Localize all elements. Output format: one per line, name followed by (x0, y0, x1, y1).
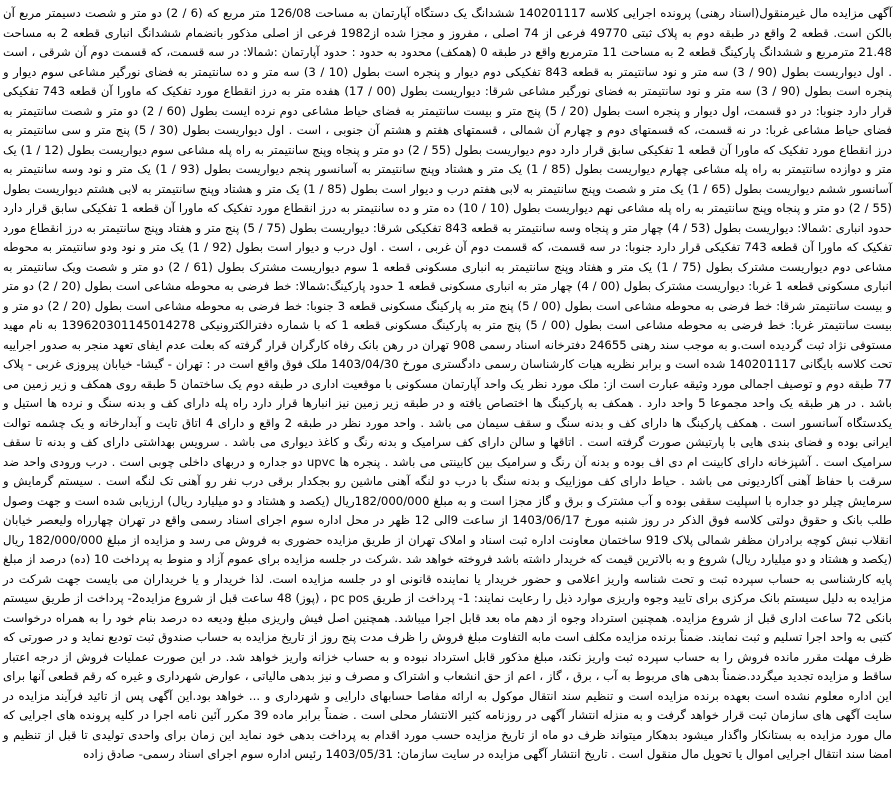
notice-body-text: آگهی مزایده مال غیرمنقول(اسناد رهنی) پرونده اجرایی کلاسه 140201117 ششدانگ یک دستگاه آپارتمان به مساحت 126/08 متر مربع که (6 / 2) دو متر و شصت دسیمتر مربع آن بالکن است. قطعه 2 واقع در طبقه دوم به پلاک ثبتی 49770 فرعی از 74 اصلی ، مفروز و مجزا شده از1982 فرعی از اصلی مذکور بانضمام ششدانگ انباری قطعه 2 به مساحت 21.48 مترمربع و ششدانگ پارکینگ قطعه 2 به مساحت 11 مترمربع واقع در طبقه 0 (همکف) محدود به حدود : حدود آپارتمان :شمالا: در سه قسمت، که قسمت دوم آن شرقی ، است . اول دیواریست بطول (90 / 3) سه متر و نود سانتیمتر به قطعه 843 تفکیکی دوم دیوار و پنجره است بطول (10 / 3) سه متر و ده سانتیمتر به فضای نورگیر مشاعی سوم دیوار و پنجره است بطول (90 / 3) سه متر و نود سانتیمتر به فضای نورگیر مشاعی شرقا: دیواریست بطول (00 / 17) هفده متر به درز انقطاع مورد تفکیک که ماورا آن قطعه 743 تفکیکی قرار دارد جنوبا: در دو قسمت، اول دیوار و پنجره است بطول (20 / 5) پنج متر و بیست سانتیمتر به فضای حیاط مشاعی دوم نرده ایست بطول (60 / 2) دو متر و شصت سانتیمتر به فضای حیاط مشاعی غربا: در نه قسمت، که قسمتهای دوم و چهارم آن شمالی ، قسمتهای هفتم و هشتم آن جنوبی ، است . اول دیواریست بطول (30 / 5) پنج متر و سی سانتیمتر به درز انقطاع مورد تفکیک که ماورا آن قطعه 1 تفکیکی سابق قرار دارد دوم دیواریست بطول (55 / 2) دو متر و پنجاه وپنج سانتیمتر به راه پله مشاعی سوم دیواریست بطول (12 / 1) یک متر و دوازده سانتیمتر به راه پله مشاعی چهارم دیواریست بطول (85 / 1) یک متر و هشتاد وپنج سانتیمتر به آسانسور پنجم دیواریست بطول (93 / 1) یک متر و نود وسه سانتیمتر به آسانسور ششم دیواریست بطول (65 / 1) یک متر و شصت وپنج سانتیمتر به لابی هفتم درب و دیوار است بطول (85 / 1) یک متر و هشتاد وپنج سانتیمتر به لابی هشتم دیواریست بطول (55 / 2) دو متر و پنجاه وپنج سانتیمتر به راه پله مشاعی نهم دیواریست بطول (10 / 10) ده متر و ده سانتیمتر به درز انقطاع مورد تفکیک که ماورا آن قطعه 1 تفکیکی سابق قرار دارد حدود انباری :شمالا: دیواریست بطول (53 / 4) چهار متر و پنجاه وسه سانتیمتر به قطعه 843 تفکیکی شرقا: دیواریست بطول (75 / 5) پنج متر و هفتاد وپنج سانتیمتر به درز انقطاع مورد تفکیک که ماورا آن قطعه 743 تفکیکی قرار دارد جنوبا: در سه قسمت، که قسمت دوم آن غربی ، است . اول درب و دیوار است بطول (92 / 1) یک متر و نود ودو سانتیمتر به محوطه مشاعی دوم دیواریست مشترک بطول (75 / 1) یک متر و هفتاد وپنج سانتیمتر به انباری مسکونی قطعه 1 سوم دیواریست مشترک بطول (61 / 2) دو متر و شصت ویک سانتیمتر به انباری مسکونی قطعه 1 غربا: دیواریست مشترک بطول (00 / 4) چهار متر به انباری مسکونی قطعه 1 حدود پارکینگ:شمالا: خط فرضی به محوطه مشاعی است بطول (20 / 2) دو متر و بیست سانتیمتر شرقا: خط فرضی به محوطه مشاعی است بطول (00 / 5) پنج متر به پارکینگ مسکونی قطعه 3 جنوبا: خط فرضی به محوطه مشاعی است بطول (20 / 2) دو متر و بیست سانتیمتر غربا: خط فرضی به محوطه مشاعی است بطول (00 / 5) پنج متر به پارکینگ مسکونی قطعه 1 که با شماره دفترالکترونیکی 139620301145014278 به نام مهید مستوفی نژاد ثبت گردیده است.و به موجب سند رهنی 24655 دفترخانه اسناد رسمی 908 تهران در رهن بانک رفاه کارگران قرار گرفته که بعلت عدم ایفای تعهد منجر به صدور اجراییه تحت کلاسه بایگانی 140201117 شده است و برابر نظریه هیات کارشناسان رسمی دادگستری مورخ 1403/04/30 ملک فوق واقع است در : تهران - گیشا- خیابان پیروزی غربی - پلاک 77 طبقه دوم و توصیف اجمالی مورد وثیقه عبارت است از: ملک مورد نظر یک واحد آپارتمان مسکونی با موقعیت اداری در طبقه دوم یک ساختمان 5 طبقه روی همکف و زیر زمین می باشد . در هر طبقه یک واحد مجموعا 5 واحد دارد . همکف به پارکینگ ها اختصاص یافته و در طبقه زیر زمین نیز انبارها قرار دارد راه پله دارای کف و بدنه سنگ و نرده ها استیل و یکدستگاه آسانسور است . همکف پارکینگ ها دارای کف و بدنه سنگ و سقف سیمان می باشد . واحد مورد نظر در طبقه 2 واقع و دارای 4 اتاق تایت و آبدارخانه و یک چشمه توالت ایرانی بوده و فضای بندی هایی با پارتیشن صورت گرفته است . اتاقها و سالن دارای کف سرامیک و بدنه رنگ و کاغذ دیواری می باشد . سرویس بهداشتی دارای کف و بدنه تا سقف سرامیک است . آشپزخانه دارای کابینت ام دی اف بوده و بدنه آن رنگ و سرامیک بین کابینتی می باشد . پنجره ها upvc دو جداره و دربهای داخلی چوبی است . درب ورودی واحد ضد سرقت با حفاظ آهنی آکاردیونی می باشد . حیاط دارای کف موزاییک و بدنه سنگ با درب دو لنگه آهنی ماشین رو بجکدار برقی درب نفر رو آهنی تک لنگه است . سیستم گرمایش و سرمایش چیلر دو جداره با اسپلیت سقفی بوده و آب مشترک و برق و گاز مجزا است و به مبلغ 182/000/000ریال (یکصد و هشتاد و دو میلیارد ریال) ارزیابی شده است و جهت وصول طلب بانک و حقوق دولتی کلاسه فوق الذکر در روز شنبه مورخ 1403/06/17 از ساعت 9الی 12 ظهر در محل اداره سوم اجرای اسناد رسمی واقع در تهران چهارراه ولیعصر خیابان انقلاب نبش کوچه برادران مظفر شمالی پلاک 919 ساختمان معاونت اداره ثبت اسناد و املاک تهران از طریق مزایده حضوری به فروش می رسد و مزایده از مبلغ 182/000/000 ریال (یکصد و هشتاد و دو میلیارد ریال) شروع و به بالاترین قیمت که خریدار داشته باشد فروخته خواهد شد .شرکت در جلسه مزایده برای عموم آزاد و منوط به پرداخت 10 (ده) درصد از مبلغ پایه کارشناسی به حساب سپرده ثبت و تحت شناسه واریز اعلامی و حضور خریدار یا نماینده قانونی او در جلسه مزایده است. لذا خریدار و یا خریداران می بایست جهت شرکت در مزایده به دلیل سیستم بانک مرکزی برای تایید وجوه واریزی موارد ذیل را رعایت نمایند: 1- پرداخت از طریق pc pos ، (پوز) 48 ساعت قبل از شروع مزایده2- پرداخت از طریق سیستم بانکی 72 ساعت اداری قبل از شروع مزایده. همچنین استرداد وجوه از دهم ماه بعد قابل اجرا میباشد. همچنین اصل فیش واریزی مبلغ ودیعه ده درصد بنام خود را به همراه درخواست کتبی به واحد اجرا تسلیم و ثبت نمایند. ضمناً برنده مزایده مکلف است مابه التفاوت مبلغ فروش را ظرف مدت پنج روز از تاریخ مزایده به حساب صندوق ثبت تودیع نماید و در صورتی که ظرف مهلت مقرر مانده فروش را به حساب سپرده ثبت واریز نکند، مبلغ مذکور قابل استرداد نبوده و به حساب خزانه واریز خواهد شد. در این صورت عملیات فروش از درجه اعتبار ساقط و مزایده تجدید میگردد.ضمناً بدهی های مربوط به آب ، برق ، گاز ، اعم از حق انشعاب و اشتراک و مصرف و نیز بدهی مالیاتی ، عوارض شهرداری و غیره که رقم قطعی آنها برای این اداره معلوم نشده است بعهده برنده مزایده است و تنظیم سند انتقال موکول به ارائه مفاصا حسابهای دارایی و شهرداری و ... خواهد بود.این آگهی پس از تائید فرآیند مزایده در سایت آگهی های سازمان ثبت قرار خواهد گرفت و به منزله انتشار آگهی در روزنامه کثیر الانتشار محلی است . ضمناً برابر ماده 39 مکرر آئین نامه اجرا در کلیه پرونده های اجرایی که مال مورد مزایده به بستانکار واگذار میشود بدهکار میتواند ظرف دو ماه از تاریخ مزایده حسب مورد اقدام به پرداخت بدهی خود نماید این زمان برای واحدی تولیدی تا قبل از تنظیم و امضا سند انتقال اجرایی اموال یا تحویل مال منقول است . تاریخ انتشار آگهی مزایده در سایت سازمان: 1403/05/31 رئیس اداره سوم اجرای اسناد رسمی- صادق زاده (3, 6, 893, 761)
